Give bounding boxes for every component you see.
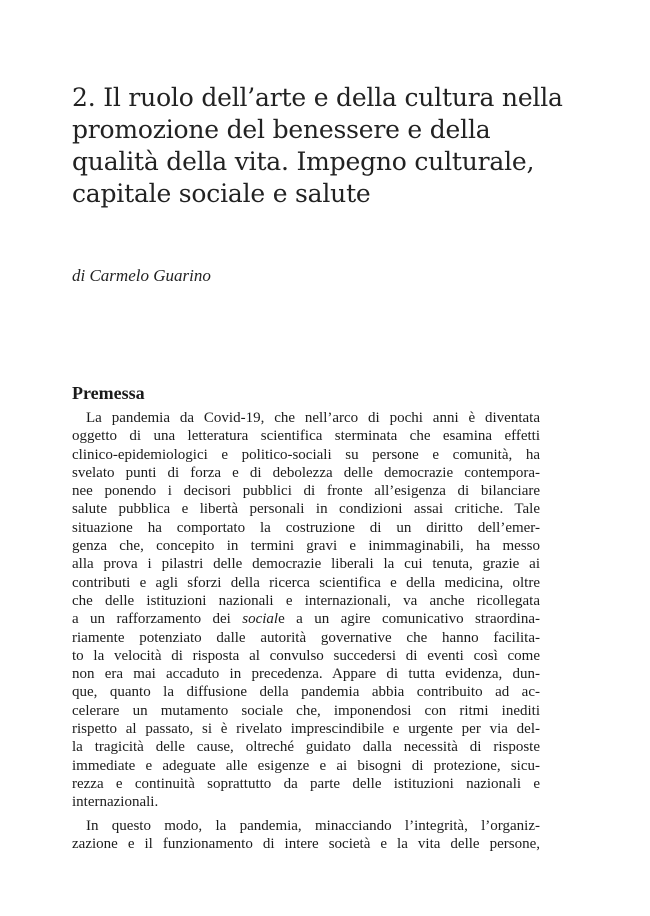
paragraph-line: che delle istituzioni nazionali e internazionali, va anche ricollegata: [72, 592, 540, 609]
paragraph-line: la tragicità delle cause, oltreché guidato dalla necessità di risposte: [72, 739, 540, 756]
body-paragraph: [72, 817, 540, 854]
paragraph-line: alla prova i pilastri delle democrazie liberali la cui tenuta, grazie ai: [72, 556, 540, 573]
paragraph-line: zazione e il funzionamento di intere società e la vita delle persone,: [72, 836, 540, 853]
paragraph-line: oggetto di una letteratura scientifica sterminata che esamina effetti: [72, 428, 540, 445]
paragraph-line: nee ponendo i decisori pubblici di fronte all’esigenza di bilanciare: [72, 483, 540, 500]
paragraph-line-mixed: [72, 610, 540, 628]
chapter-title-line: capitale sociale e salute: [72, 179, 371, 208]
chapter-title-line: 2. Il ruolo dell’arte e della cultura nella: [72, 83, 563, 112]
paragraph-line: situazione ha comportato la costruzione di un diritto dell’emer-: [72, 519, 540, 536]
paragraph-line: genza che, concepito in termini gravi e inimmaginabili, ha messo: [72, 538, 540, 555]
paragraph-line: que, quanto la diffusione della pandemia abbia contribuito ad ac-: [72, 684, 540, 701]
italic-term: social: [242, 611, 279, 628]
paragraph-line: rispetto al passato, si è rivelato imprescindibile e urgente per via del-: [72, 721, 540, 738]
paragraph-line: salute pubblica e libertà personali in condizioni assai critiche. Tale: [72, 501, 540, 518]
line-text: e a un agire comunicativo straordina-: [278, 611, 540, 628]
paragraph-line: rezza e continuità soprattutto da parte delle istituzioni nazionali e: [72, 775, 540, 792]
paragraph-line: immediate e adeguate alle esigenze e ai bisogni di protezione, sicu-: [72, 757, 540, 774]
body-paragraph: [72, 409, 540, 812]
section-heading: Premessa: [72, 383, 145, 403]
paragraph-line: to la velocità di risposta al convulso succedersi di eventi così come: [72, 647, 540, 664]
paragraph-line: non era mai accaduto in precedenza. Appare di tutta evidenza, dun-: [72, 666, 540, 683]
chapter-author: di Carmelo Guarino: [72, 266, 211, 285]
paragraph-line: clinico-epidemiologici e politico-sociali su persone e comunità, ha: [72, 446, 540, 463]
paragraph-line: svelato punti di forza e di debolezza delle democrazie contempora-: [72, 464, 540, 481]
paragraph-line: riamente potenziato dalle autorità governative che hanno facilita-: [72, 629, 540, 646]
paragraph-line: internazionali.: [72, 794, 159, 811]
chapter-title: [72, 82, 572, 210]
line-text: a un rafforzamento dei: [72, 611, 231, 628]
chapter-title-line: promozione del benessere e della: [72, 115, 491, 144]
paragraph-line: celerare un mutamento sociale che, imponendosi con ritmi inediti: [72, 702, 540, 719]
paragraph-line: La pandemia da Covid-19, che nell’arco di pochi anni è diventata: [86, 410, 540, 426]
chapter-title-line: qualità della vita. Impegno culturale,: [72, 147, 535, 176]
paragraph-line: In questo modo, la pandemia, minacciando l’integrità, l’organiz-: [86, 818, 540, 834]
paragraph-line: contributi e agli sforzi della ricerca scientifica e della medicina, oltre: [72, 574, 540, 591]
